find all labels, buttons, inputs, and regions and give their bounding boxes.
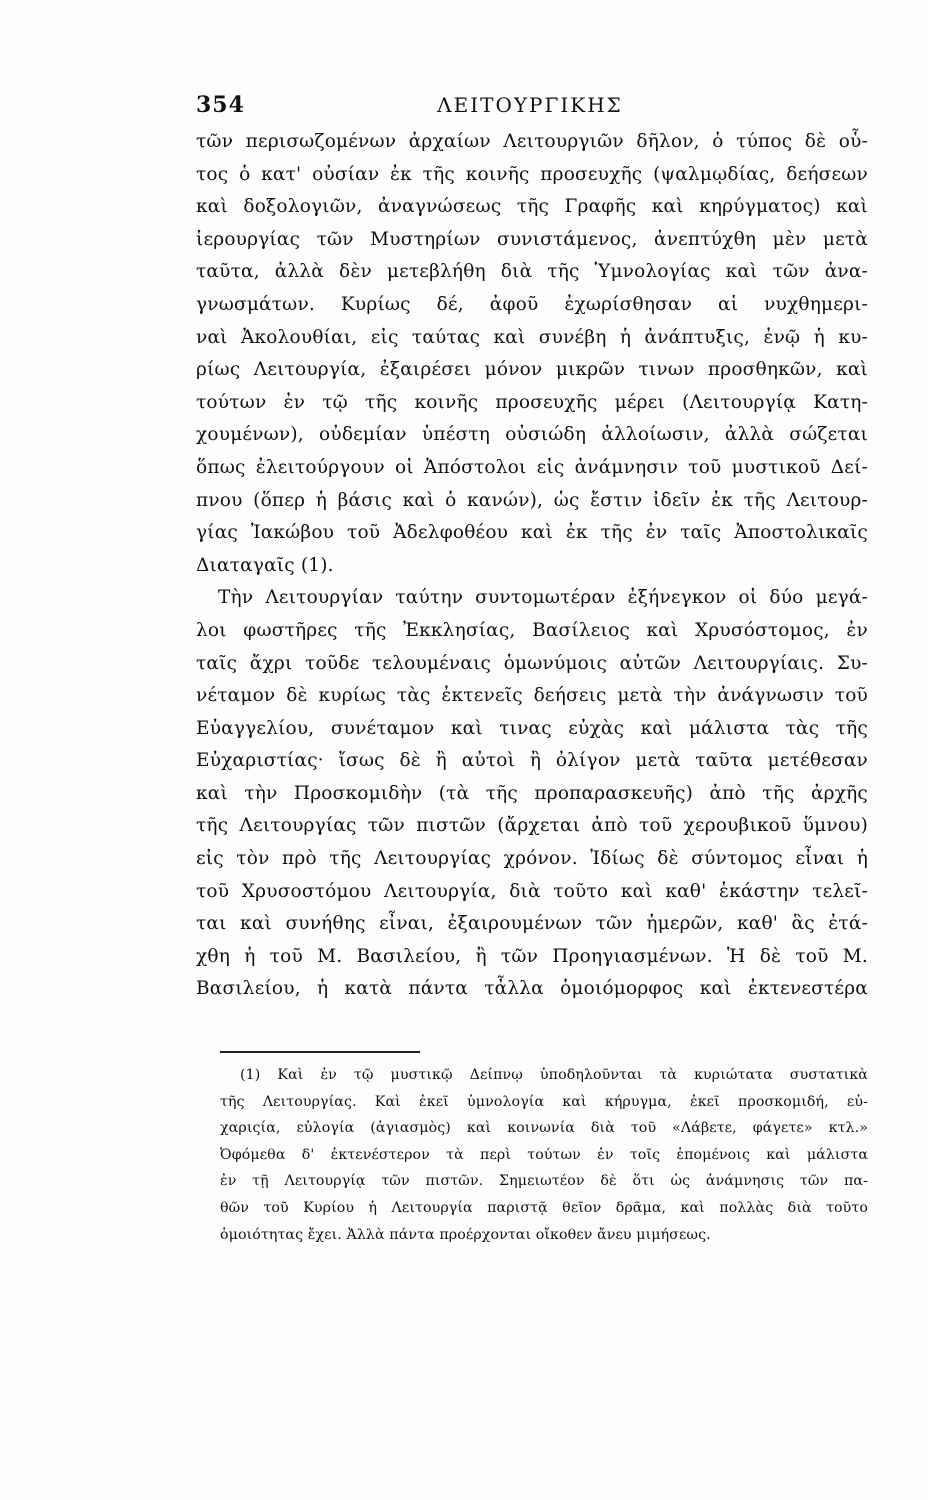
footnote-divider (220, 1051, 420, 1053)
text-line: τοῦ Χρυσοστόμου Λειτουργία, διὰ τοῦτο καὶ καθ' ἑκάστην τελεῖ- (196, 880, 868, 902)
text-line: Εὐαγγελίου, συνέταμον καὶ τινας εὐχὰς καὶ μάλιστα τὰς τῆς (196, 717, 868, 739)
text-line: γίας Ἰακώβου τοῦ Ἀδελφοθέου καὶ ἐκ τῆς ἐν ταῖς Ἀποστολικαῖς (196, 522, 868, 544)
text-line: ἱερουργίας τῶν Μυστηρίων συνιστάμενος, ἀνεπτύχθη μὲν μετὰ (196, 228, 868, 250)
text-line: Διαταγαῖς (1). (196, 554, 334, 576)
main-text (196, 126, 868, 1006)
running-title: ΛΕΙΤΟΥΡΓΙΚΗΣ (437, 93, 623, 117)
text-line: εἰς τὸν πρὸ τῆς Λειτουργίας χρόνον. Ἰδίως δὲ σύντομος εἶναι ἡ (196, 848, 868, 870)
text-line: καὶ δοξολογιῶν, ἀναγνώσεως τῆς Γραφῆς καὶ κηρύγματος) καὶ (196, 196, 868, 218)
footnote-line: Ὀφόμεθα δ' ἐκτενέστερον τὰ περὶ τούτων ἐν τοῖς ἑπομένοις καὶ μάλιστα (220, 1146, 868, 1163)
text-line: τούτων ἐν τῷ τῆς κοινῆς προσευχῆς μέρει (Λειτουργίᾳ Κατη- (196, 391, 868, 413)
footnotes (220, 1062, 868, 1248)
page-header (196, 92, 864, 122)
footnote-line: χαριςία, εὐλογία (ἁγιασμὸς) καὶ κοινωνία διὰ τοῦ «Λάβετε, φάγετε» κτλ.» (220, 1120, 868, 1137)
footnote-line: (1) Καὶ ἐν τῷ μυστικῷ Δείπνῳ ὑποδηλοῦνται τὰ κυριώτατα συστατικὰ (240, 1067, 868, 1083)
text-line: Βασιλείου, ἡ κατὰ πάντα τἆλλα ὁμοιόμορφος καὶ ἐκτενεστέρα (196, 978, 868, 1000)
text-line: ρίως Λειτουργία, ἐξαιρέσει μόνον μικρῶν τινων προσθηκῶν, καὶ (196, 359, 868, 381)
text-line: ναὶ Ἀκολουθίαι, εἰς ταύτας καὶ συνέβη ἡ ἀνάπτυξις, ἐνῷ ἡ κυ- (196, 326, 868, 348)
text-line: τος ὁ κατ' οὐσίαν ἐκ τῆς κοινῆς προσευχῆς (ψαλμῳδίας, δεήσεων (196, 163, 868, 185)
text-line: καὶ τὴν Προσκομιδὴν (τὰ τῆς προπαρασκευῆς) ἀπὸ τῆς ἀρχῆς (196, 782, 868, 804)
footnote-line: θῶν τοῦ Κυρίου ἡ Λειτουργία παριστᾷ θεῖον δρᾶμα, καὶ πολλὰς διὰ τοῦτο (220, 1199, 868, 1216)
text-line: ταῦτα, ἀλλὰ δὲν μετεβλήθη διὰ τῆς Ὑμνολογίας καὶ τῶν ἀνα- (196, 261, 868, 283)
footnote-line: τῆς Λειτουργίας. Καὶ ἐκεῖ ὑμνολογία καὶ κήρυγμα, ἐκεῖ προσκομιδή, εὐ- (220, 1093, 868, 1110)
text-line: Εὐχαριστίας· ἴσως δὲ ἢ αὐτοὶ ἢ ὀλίγον μετὰ ταῦτα μετέθεσαν (196, 750, 868, 772)
text-line: τῆς Λειτουργίας τῶν πιστῶν (ἄρχεται ἀπὸ τοῦ χερουβικοῦ ὕμνου) (196, 815, 868, 837)
text-line: νέταμον δὲ κυρίως τὰς ἐκτενεῖς δεήσεις μετὰ τὴν ἀνάγνωσιν τοῦ (196, 685, 868, 707)
text-line: Τὴν Λειτουργίαν ταύτην συντομωτέραν ἐξήνεγκον οἱ δύο μεγά- (218, 587, 868, 609)
footnote-line: ὁμοιότητας ἔχει. Ἀλλὰ πάντα προέρχονται οἴκοθεν ἄνευ μιμήσεως. (220, 1226, 711, 1243)
page-number: 354 (196, 92, 245, 118)
footnote-line: ἐν τῇ Λειτουργίᾳ τῶν πιστῶν. Σημειωτέον δὲ ὅτι ὡς ἀνάμνησις τῶν πα- (220, 1173, 868, 1190)
text-line: πνου (ὅπερ ἡ βάσις καὶ ὁ κανών), ὡς ἔστιν ἰδεῖν ἐκ τῆς Λειτουρ- (196, 489, 868, 511)
text-line: ται καὶ συνήθης εἶναι, ἐξαιρουμένων τῶν ἡμερῶν, καθ' ἃς ἐτά- (196, 913, 868, 935)
text-line: τῶν περισωζομένων ἀρχαίων Λειτουργιῶν δῆλον, ὁ τύπος δὲ οὗ- (196, 131, 868, 152)
text-line: γνωσμάτων. Κυρίως δέ, ἀφοῦ ἐχωρίσθησαν αἱ νυχθημερι- (196, 293, 868, 315)
text-line: χουμένων), οὐδεμίαν ὑπέστη οὐσιώδη ἀλλοίωσιν, ἀλλὰ σώζεται (196, 424, 868, 446)
text-line: ὅπως ἐλειτούργουν οἱ Ἀπόστολοι εἰς ἀνάμνησιν τοῦ μυστικοῦ Δεί- (196, 456, 868, 478)
text-line: λοι φωστῆρες τῆς Ἐκκλησίας, Βασίλειος καὶ Χρυσόστομος, ἐν (196, 619, 868, 641)
text-line: χθη ἡ τοῦ Μ. Βασιλείου, ἢ τῶν Προηγιασμένων. Ἡ δὲ τοῦ Μ. (196, 945, 868, 967)
text-line: ταῖς ἄχρι τοῦδε τελουμέναις ὁμωνύμοις αὐτῶν Λειτουργίαις. Συ- (196, 652, 868, 674)
